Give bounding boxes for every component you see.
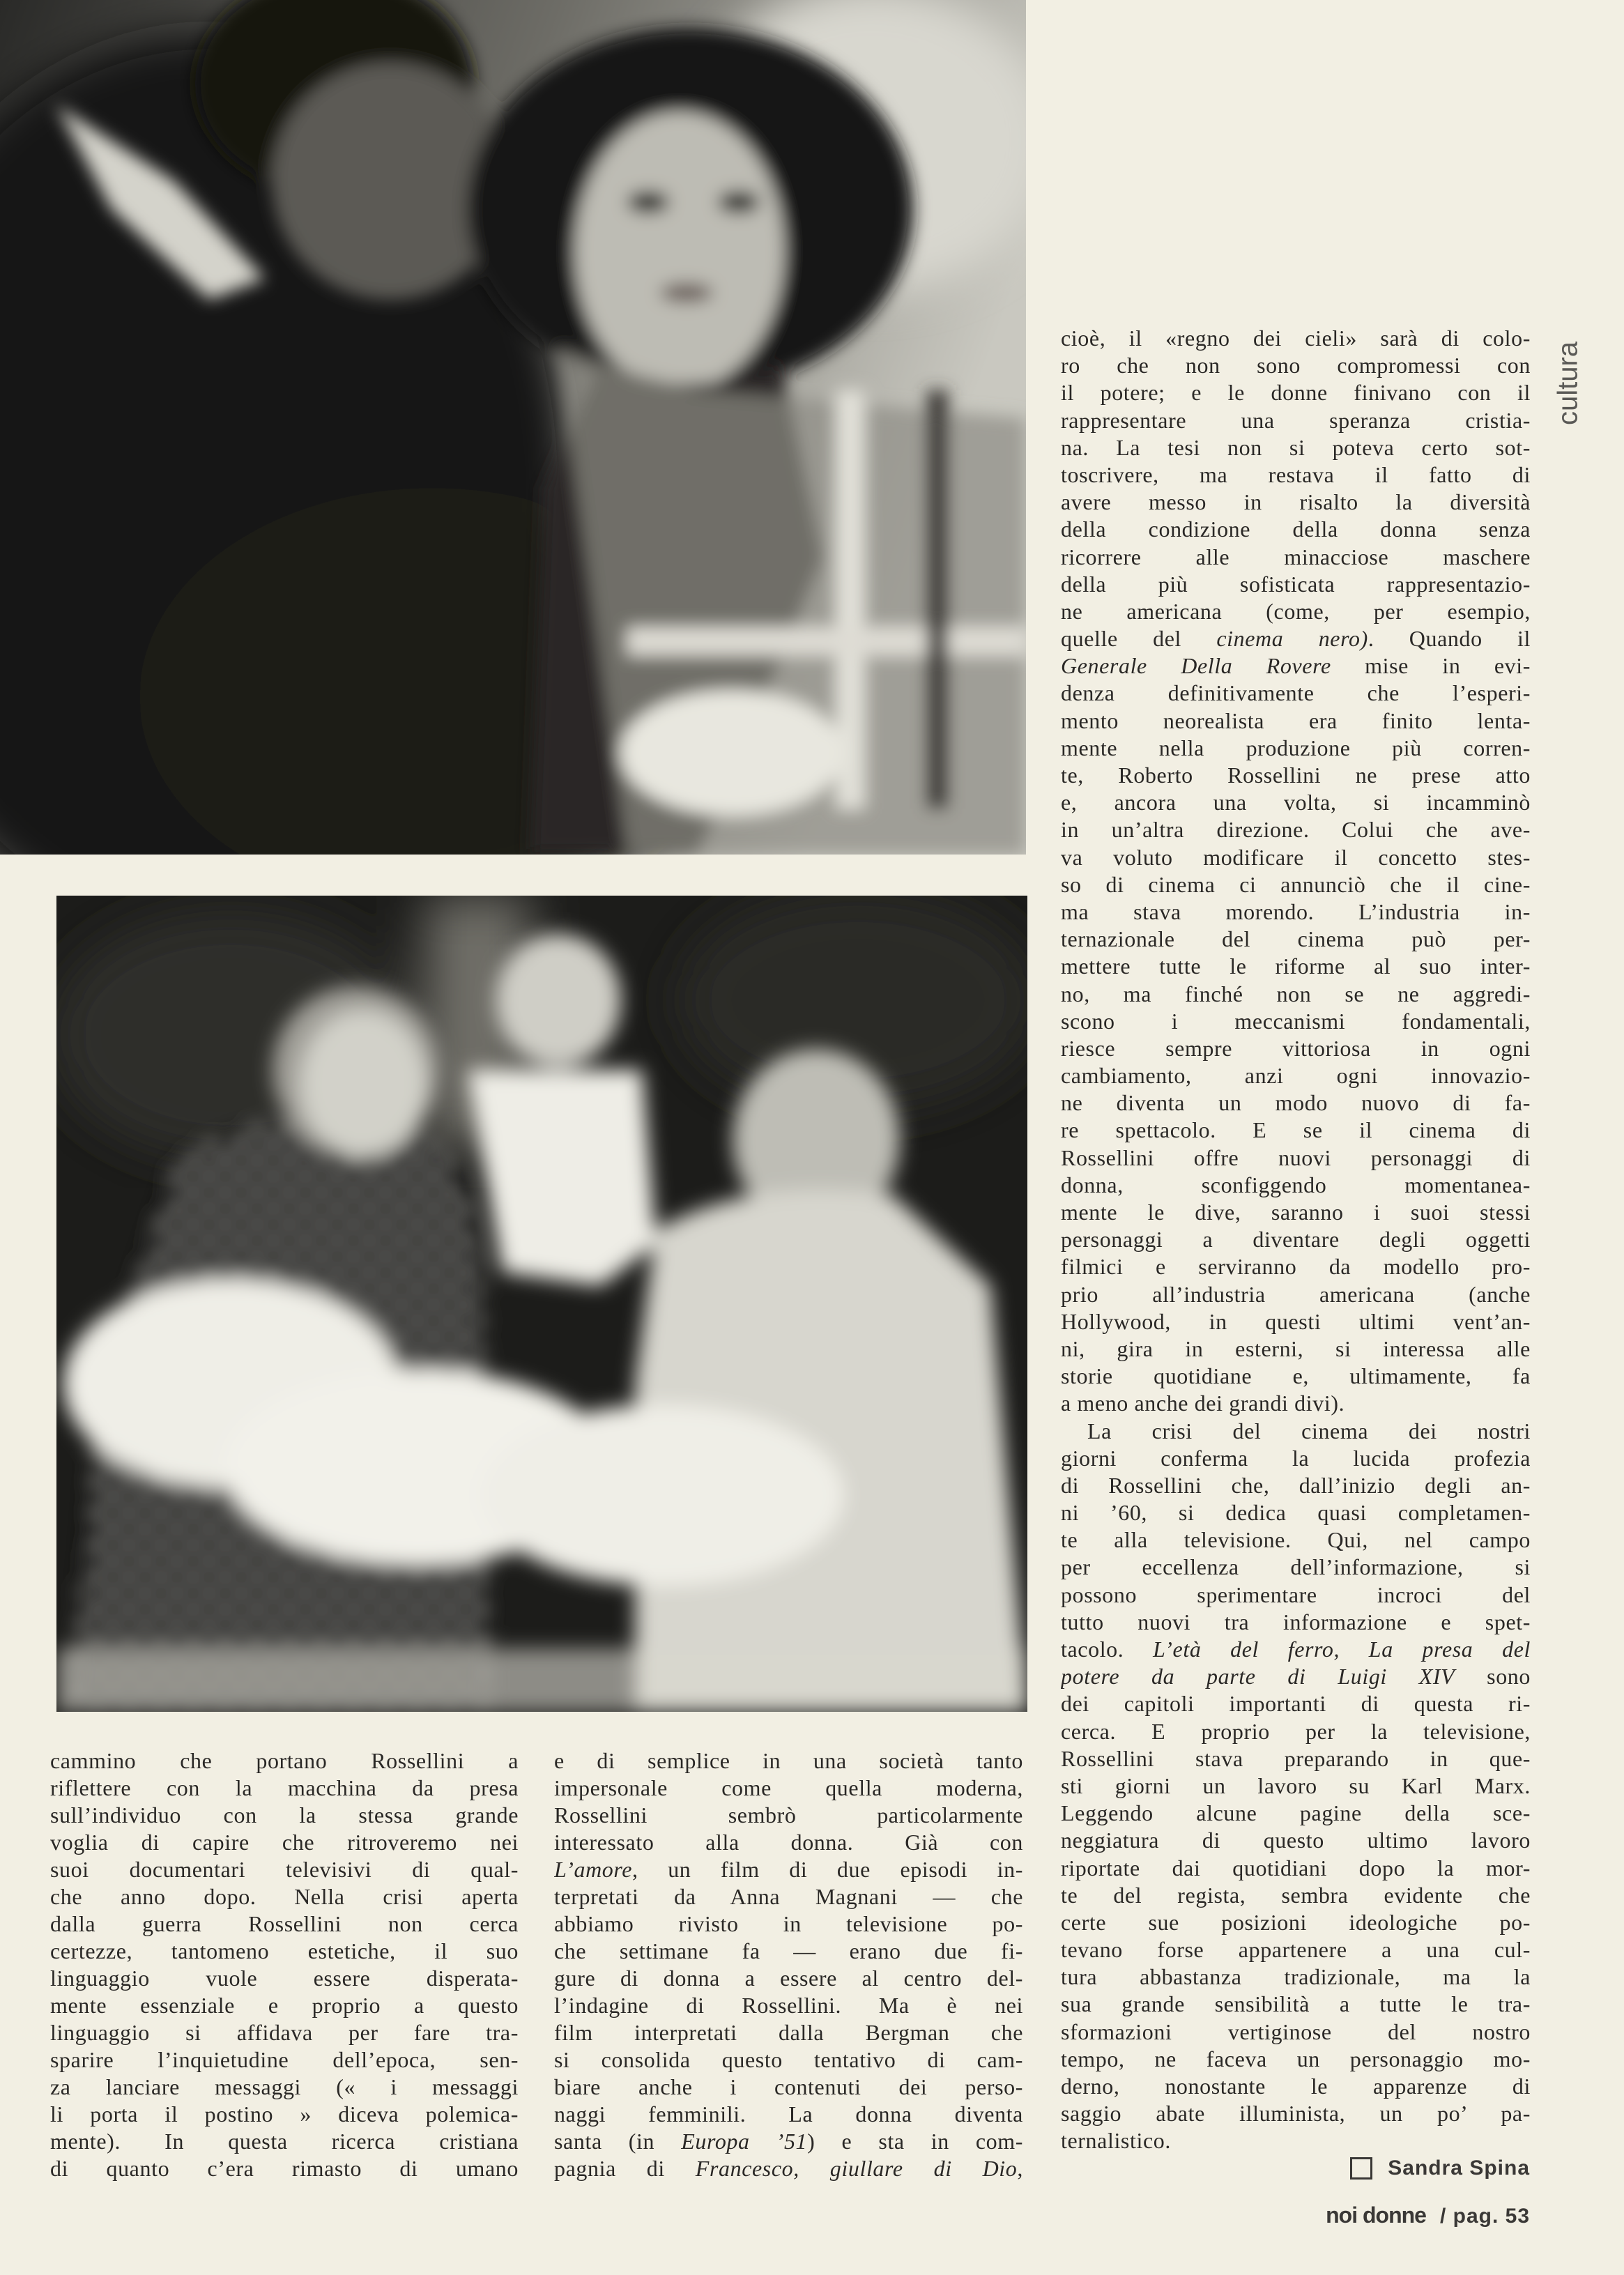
text-line: si consolida questo tentativo di cam-	[554, 2047, 1023, 2072]
text-line: possono sperimentare incroci del	[1061, 1581, 1531, 1607]
text-line: sua grande sensibilità a tutte le tra-	[1061, 1991, 1531, 2017]
text-line: Rossellini stava preparando in que-	[1061, 1745, 1531, 1771]
text-line: storie quotidiane e, ultimamente, fa	[1061, 1363, 1531, 1389]
text-line: mente essenziale e proprio a questo	[50, 1993, 519, 2018]
text-line: potere da parte di Luigi XIV sono	[1061, 1664, 1531, 1690]
text-line: ro che non sono compromessi con	[1061, 353, 1531, 378]
text-line: certezze, tantomeno estetiche, il suo	[50, 1938, 519, 1963]
text-line: gure di donna a essere al centro del-	[554, 1966, 1023, 1991]
text-line: sull’individuo con la stessa grande	[50, 1802, 519, 1828]
text-line: suoi documentari televisivi di qual-	[50, 1857, 519, 1882]
text-line: na. La tesi non si poteva certo sot-	[1061, 434, 1531, 460]
text-line: giorni conferma la lucida profezia	[1061, 1445, 1531, 1471]
text-line: pagnia di Francesco, giullare di Dio,	[554, 2156, 1023, 2181]
text-line: di Rossellini che, dall’inizio degli an-	[1061, 1472, 1531, 1498]
text-line: mento neorealista era finito lenta-	[1061, 707, 1531, 733]
page-number: / pag. 53	[1439, 2205, 1530, 2228]
text-line: Rossellini sembrò particolarmente	[554, 1802, 1023, 1828]
text-line: La crisi del cinema dei nostri	[1087, 1418, 1531, 1443]
text-line: tacolo. L’età del ferro, La presa del	[1061, 1637, 1531, 1662]
text-line: filmici e serviranno da modello pro-	[1061, 1254, 1531, 1280]
text-line: dalla guerra Rossellini non cerca	[50, 1911, 519, 1936]
text-line: ternalistico.	[1061, 2128, 1171, 2154]
text-line: te alla televisione. Qui, nel campo	[1061, 1527, 1531, 1553]
text-line: riflettere con la macchina da presa	[50, 1775, 519, 1800]
text-line: va voluto modificare il concetto stes-	[1061, 844, 1531, 870]
text-line: per eccellenza dell’informazione, si	[1061, 1554, 1531, 1580]
text-line: il potere; e le donne finivano con il	[1061, 380, 1531, 406]
text-line: dei capitoli importanti di questa ri-	[1061, 1691, 1531, 1717]
text-line: a meno anche dei grandi divi).	[1061, 1391, 1345, 1416]
text-line: santa (in Europa ’51) e sta in com-	[554, 2129, 1023, 2154]
text-line: donna, sconfiggendo momentanea-	[1061, 1172, 1531, 1197]
text-line: za lanciare messaggi (« i messaggi	[50, 2074, 519, 2099]
text-line: te del regista, sembra evidente che	[1061, 1882, 1531, 1908]
text-line: film interpretati dalla Bergman che	[554, 2020, 1023, 2045]
text-line: linguaggio vuole essere disperata-	[50, 1966, 519, 1991]
text-line: riportate dai quotidiani dopo la mor-	[1061, 1855, 1531, 1880]
italic-title: L’amore	[554, 1857, 633, 1882]
text-line: che settimane fa — erano due fi-	[554, 1938, 1023, 1963]
photo-still-couple	[0, 0, 1026, 855]
text-line: Leggendo alcune pagine della sce-	[1061, 1800, 1531, 1826]
text-line: li porta il postino » diceva polemica-	[50, 2101, 519, 2127]
text-line: impersonale come quella moderna,	[554, 1775, 1023, 1800]
text-line: no, ma finché non se ne aggredi-	[1061, 981, 1531, 1006]
text-line: re spettacolo. E se il cinema di	[1061, 1117, 1531, 1143]
text-line: tevano forse appartenere a una cul-	[1061, 1937, 1531, 1963]
text-line: so di cinema ci annunciò che il cine-	[1061, 871, 1531, 897]
text-line: della condizione della donna senza	[1061, 516, 1531, 542]
magazine-logo: noi donne	[1326, 2203, 1426, 2228]
text-line: ma stava morendo. L’industria in-	[1061, 898, 1531, 924]
italic-title: Europa ’51	[681, 2129, 808, 2154]
text-line: naggi femminili. La donna diventa	[554, 2101, 1023, 2127]
text-line: sformazioni vertiginose del nostro	[1061, 2019, 1531, 2044]
text-line: terpretati da Anna Magnani — che	[554, 1884, 1023, 1909]
text-line: cioè, il «regno dei cieli» sarà di colo-	[1061, 325, 1531, 351]
text-line: tutto nuovi tra informazione e spet-	[1061, 1609, 1531, 1634]
text-line: Rossellini offre nuovi personaggi di	[1061, 1144, 1531, 1170]
text-line: derno, nonostante le apparenze di	[1061, 2074, 1531, 2099]
text-line: personaggi a diventare degli oggetti	[1061, 1227, 1531, 1253]
text-line: saggio abate illuminista, un po’ pa-	[1061, 2101, 1531, 2127]
text-line: ni ’60, si dedica quasi completamen-	[1061, 1500, 1531, 1526]
italic-title: potere da parte di Luigi XIV	[1061, 1664, 1455, 1690]
article-column-middle	[554, 1747, 1023, 2182]
article-column-right	[1061, 325, 1531, 2155]
text-line: denza definitivamente che l’esperi-	[1061, 680, 1531, 706]
text-line: della più sofisticata rappresentazio-	[1061, 571, 1531, 597]
section-label	[1552, 328, 1585, 439]
text-line: riesce sempre vittoriosa in ogni	[1061, 1035, 1531, 1061]
text-line: tempo, ne faceva un personaggio mo-	[1061, 2046, 1531, 2071]
square-box-icon	[1350, 2157, 1372, 2180]
text-line: prio all’industria americana (anche	[1061, 1281, 1531, 1307]
text-line: abbiamo rivisto in televisione po-	[554, 1911, 1023, 1936]
text-line: Hollywood, in questi ultimi vent’an-	[1061, 1308, 1531, 1334]
text-line: toscrivere, ma restava il fatto di	[1061, 461, 1531, 487]
text-line: ricorrere alle minacciose maschere	[1061, 544, 1531, 569]
text-line: mente le dive, saranno i suoi stessi	[1061, 1200, 1531, 1225]
page-footer	[1326, 2203, 1530, 2228]
text-line: Generale Della Rovere mise in evi-	[1061, 653, 1531, 679]
author-name: Sandra Spina	[1388, 2157, 1530, 2180]
text-line: cammino che portano Rossellini a	[50, 1748, 519, 1773]
text-line: L’amore, un film di due episodi in-	[554, 1857, 1023, 1882]
text-line: l’indagine di Rossellini. Ma è nei	[554, 1993, 1023, 2018]
text-line: che anno dopo. Nella crisi aperta	[50, 1884, 519, 1909]
italic-title: cinema nero)	[1216, 626, 1368, 652]
italic-title: Francesco, giullare di Dio	[695, 2156, 1018, 2181]
italic-title: Generale Della Rovere	[1061, 653, 1331, 679]
text-line: e di semplice in una società tanto	[554, 1748, 1023, 1773]
text-line: e, ancora una volta, si incamminò	[1061, 790, 1531, 815]
text-line: sparire l’inquietudine dell’epoca, sen-	[50, 2047, 519, 2072]
article-column-left	[50, 1747, 519, 2182]
text-line: neggiatura di questo ultimo lavoro	[1061, 1828, 1531, 1853]
text-line: ternazionale del cinema può per-	[1061, 926, 1531, 952]
section-label-text: cultura	[1552, 341, 1584, 426]
photo-family	[56, 896, 1027, 1712]
text-line: quelle del cinema nero). Quando il	[1061, 626, 1531, 652]
text-line: cerca. E proprio per la televisione,	[1061, 1718, 1531, 1744]
text-line: di quanto c’era rimasto di umano	[50, 2156, 519, 2181]
text-line: ne diventa un modo nuovo di fa-	[1061, 1090, 1531, 1116]
text-line: mettere tutte le riforme al suo inter-	[1061, 953, 1531, 979]
text-line: te, Roberto Rossellini ne prese atto	[1061, 763, 1531, 788]
text-line: ne americana (come, per esempio,	[1061, 598, 1531, 624]
author-signature	[1350, 2157, 1530, 2180]
text-line: ni, gira in esterni, si interessa alle	[1061, 1335, 1531, 1361]
text-line: sti giorni un lavoro su Karl Marx.	[1061, 1772, 1531, 1798]
text-line: mente). In questa ricerca cristiana	[50, 2129, 519, 2154]
text-line: interessato alla donna. Già con	[554, 1830, 1023, 1855]
text-line: cambiamento, anzi ogni innovazio-	[1061, 1063, 1531, 1089]
text-line: avere messo in risalto la diversità	[1061, 489, 1531, 515]
text-line: certe sue posizioni ideologiche po-	[1061, 1909, 1531, 1935]
text-line: scono i meccanismi fondamentali,	[1061, 1008, 1531, 1034]
text-line: rappresentare una speranza cristia-	[1061, 407, 1531, 433]
text-line: linguaggio si affidava per fare tra-	[50, 2020, 519, 2045]
text-line: voglia di capire che ritroveremo nei	[50, 1830, 519, 1855]
italic-title: L’età del ferro, La presa del	[1153, 1637, 1531, 1662]
text-line: biare anche i contenuti dei perso-	[554, 2074, 1023, 2099]
text-line: in un’altra direzione. Colui che ave-	[1061, 817, 1531, 843]
text-line: mente nella produzione più corren-	[1061, 735, 1531, 760]
text-line: tura abbastanza tradizionale, ma la	[1061, 1964, 1531, 1990]
